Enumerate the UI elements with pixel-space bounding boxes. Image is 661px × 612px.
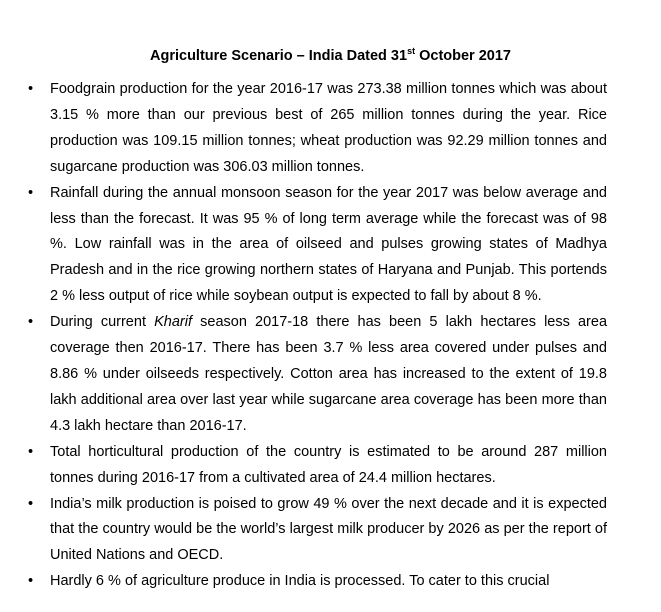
bullet-item-foodgrain <box>0 77 661 181</box>
title-superscript: st <box>407 46 416 56</box>
bullet-text-italic: Kharif <box>154 314 192 331</box>
bullet-dot: • <box>28 81 34 97</box>
bullet-dot: • <box>28 314 34 331</box>
bullet-dot: • <box>28 443 34 460</box>
bullet-text: Foodgrain production for the year 2016-17 was 273.38 million tonnes which was about 3.15 % more than our previous best of 265 million tonnes during the year. Rice production was 109.15 million tonnes; wheat production was 92.29 million tonnes and sugarcane production was 306.03 million tonnes. <box>50 81 607 175</box>
bullet-item-kharif <box>0 310 661 440</box>
bullet-text: Hardly 6 % of agriculture produce in India is processed. To cater to this crucial <box>50 573 550 590</box>
title-text: Agriculture Scenario – India Dated 31 <box>150 48 408 64</box>
bullet-text: India’s milk production is poised to grow 49 % over the next decade and it is expected that the country would be the world’s largest milk producer by 2026 as per the report of United Nations and OECD. <box>50 495 607 564</box>
bullet-text-part: season 2017-18 there has been 5 lakh hectares less area coverage then 2016-17. There has been 3.7 % less area covered under pulses and 8.86 % under oilseeds respectively. Cotton area has increased to the extent of 19.8 lakh additional area over last year while sugarcane area coverage has been more than 4.3 lakh hectare than 2016-17. <box>50 314 608 434</box>
bullet-text: Total horticultural production of the country is estimated to be around 287 million tonnes during 2016-17 from a cultivated area of 24.4 million hectares. <box>50 443 607 486</box>
bullet-dot: • <box>28 184 34 201</box>
document-title <box>0 46 661 66</box>
bullet-item-horticulture <box>0 440 661 492</box>
title-date-suffix: October 2017 <box>415 48 511 64</box>
bullet-item-milk <box>0 492 661 570</box>
bullet-text: Rainfall during the annual monsoon season for the year 2017 was below average and less than the forecast. It was 95 % of long term average while the forecast was of 98 %. Low rainfall was in the area of oilseed and pulses growing states of Madhya Pradesh and in the rice growing northern states of Haryana and Punjab. This portends 2 % less output of rice while soybean output is expected to fall by about 8 %. <box>50 184 607 305</box>
bullet-list <box>0 77 661 595</box>
bullet-text <box>50 310 607 440</box>
bullet-dot: • <box>28 495 34 512</box>
bullet-text-part: During current <box>50 314 155 331</box>
bullet-item-processing <box>0 569 661 595</box>
bullet-dot: • <box>28 573 34 590</box>
bullet-item-rainfall <box>0 181 661 311</box>
